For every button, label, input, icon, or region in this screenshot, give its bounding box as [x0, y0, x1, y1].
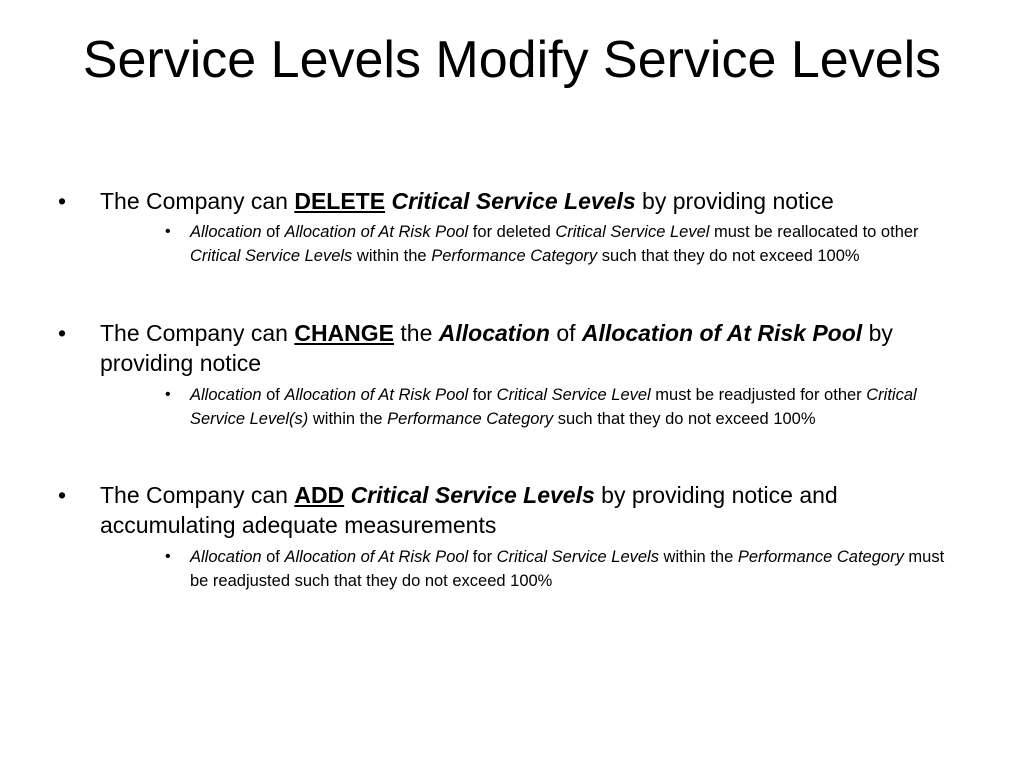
- bullet-keyword: DELETE: [294, 188, 386, 214]
- sub-bullet-dot: •: [165, 223, 171, 240]
- bullet-keyword: CHANGE: [294, 320, 394, 346]
- bullet-add: • The Company can ADD Critical Service Levels by providing notice and accumulating adequate measurements: [58, 482, 838, 538]
- bullet-emphasis: Critical Service Levels: [391, 188, 636, 214]
- bullet-text: The Company can: [100, 320, 295, 346]
- bullet-dot: •: [58, 482, 67, 508]
- sub-bullet-change: • Allocation of Allocation of At Risk Pool for Critical Service Level must be readjusted for other Critical Service Level(s) within the Performance Category such that they do not exceed 100%: [190, 383, 965, 431]
- slide-title: Service Levels Modify Service Levels: [82, 31, 942, 89]
- sub-bullet-delete: • Allocation of Allocation of At Risk Pool for deleted Critical Service Level must be reallocated to other Critical Service Levels within the Performance Category such that they do not exceed 100%: [190, 220, 965, 268]
- bullet-text: The Company can: [100, 482, 295, 508]
- bullet-emphasis: Critical Service Levels: [350, 482, 595, 508]
- bullet-emphasis: Allocation: [438, 320, 550, 346]
- bullet-keyword: ADD: [294, 482, 345, 508]
- bullet-emphasis: Allocation of At Risk Pool: [581, 320, 863, 346]
- bullet-change: • The Company can CHANGE the Allocation of Allocation of At Risk Pool by providing notice: [58, 320, 893, 376]
- bullet-delete: • The Company can DELETE Critical Service Levels by providing notice: [58, 188, 834, 214]
- bullet-dot: •: [58, 188, 67, 214]
- sub-bullet-dot: •: [165, 386, 171, 403]
- sub-bullet-dot: •: [165, 548, 171, 565]
- sub-bullet-add: • Allocation of Allocation of At Risk Pool for Critical Service Levels within the Performance Category must be readjusted such that they do not exceed 100%: [190, 545, 965, 593]
- bullet-text: The Company can: [100, 188, 295, 214]
- bullet-dot: •: [58, 320, 67, 346]
